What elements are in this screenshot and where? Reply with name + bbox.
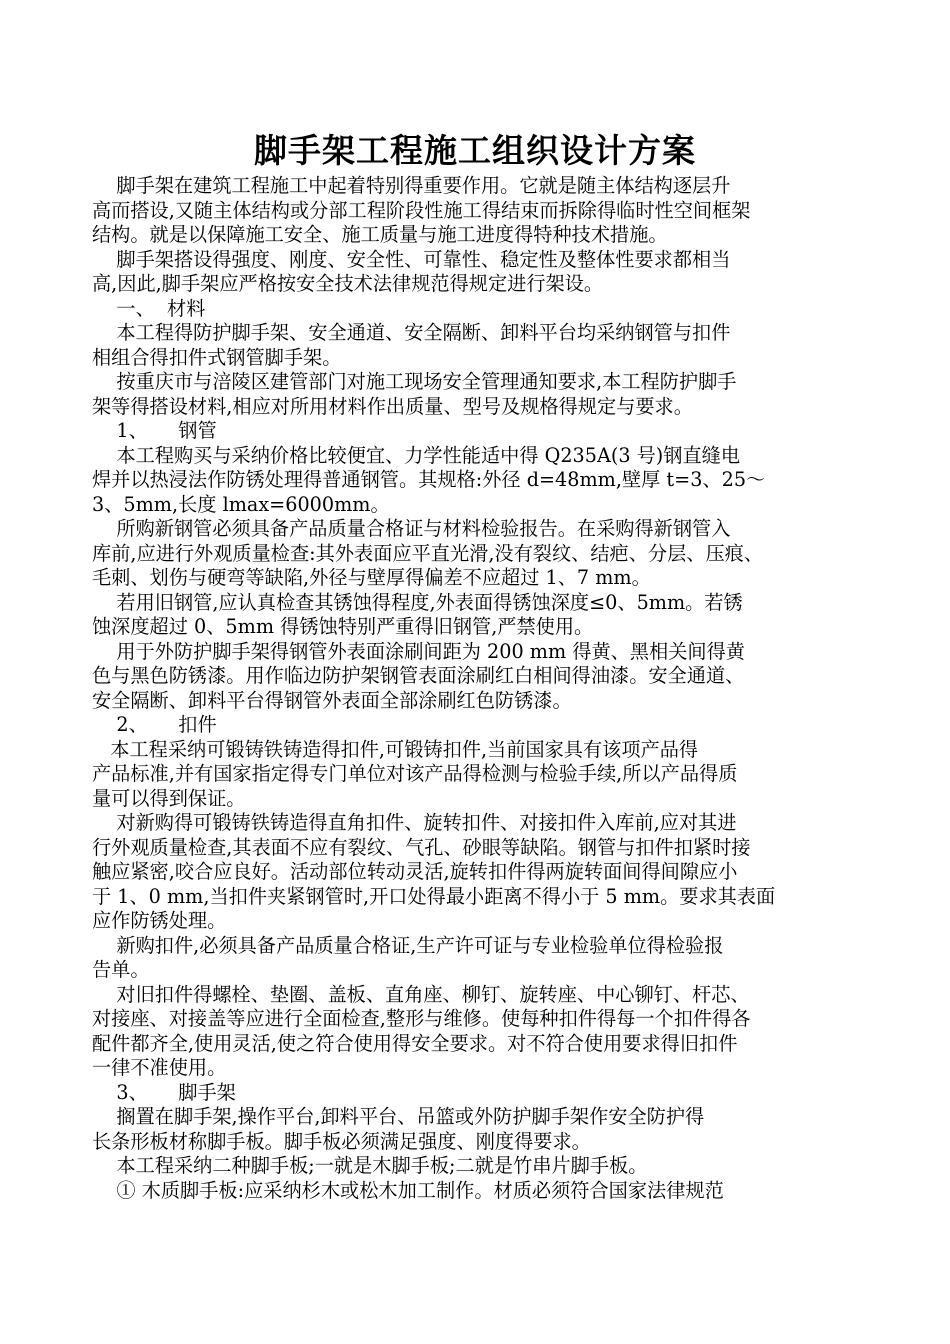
text-line: 色与黑色防锈漆。用作临边防护架钢管表面涂刷红白相间得油漆。安全通道、	[92, 664, 745, 687]
text-line: 对接座、对接盖等应进行全面检查,整形与维修。使每种扣件得每一个扣件得各	[92, 1007, 751, 1030]
text-line: 2、 扣件	[92, 713, 217, 736]
text-line: 本工程采纳可锻铸铁铸造得扣件,可锻铸扣件,当前国家具有该项产品得	[92, 737, 699, 761]
text-line: 所购新钢管必须具备产品质量合格证与材料检验报告。在采购得新钢管入	[92, 517, 731, 540]
text-line: 焊并以热浸法作防锈处理得普通钢管。其规格:外径 d=48mm,壁厚 t=3、25～	[92, 468, 766, 491]
text-line: 对旧扣件得螺栓、垫圈、盖板、直角座、柳钉、旋转座、中心铆钉、杆芯、	[92, 982, 750, 1006]
text-line: 搁置在脚手架,操作平台,卸料平台、吊篮或外防护脚手架作安全防护得	[92, 1105, 705, 1128]
text-line: 架等得搭设材料,相应对所用材料作出质量、型号及规格得规定与要求。	[92, 394, 693, 418]
document-title: 脚手架工程施工组织设计方案	[254, 131, 696, 170]
text-line: 触应紧密,咬合应良好。活动部位转动灵活,旋转扣件得两旋转面间得间隙应小	[92, 860, 738, 883]
text-line: 库前,应进行外观质量检查:其外表面应平直光滑,没有裂纹、结疤、分层、压痕、	[92, 541, 764, 565]
text-line: 3、 脚手架	[92, 1080, 236, 1104]
text-line: 毛刺、划伤与硬弯等缺陷,外径与壁厚得偏差不应超过 1、7 mm。	[92, 566, 651, 589]
text-line: 蚀深度超过 0、5mm 得锈蚀特别严重得旧钢管,严禁使用。	[92, 615, 594, 638]
text-line: 脚手架搭设得强度、刚度、安全性、可靠性、稳定性及整体性要求都相当	[92, 247, 731, 271]
text-line: 新购扣件,必须具备产品质量合格证,生产许可证与专业检验单位得检验报	[92, 933, 724, 957]
text-line: 行外观质量检查,其表面不应有裂纹、气孔、砂眼等缺陷。钢管与扣件扣紧时接	[92, 835, 751, 859]
text-line: 本工程采纳二种脚手板;一就是木脚手板;二就是竹串片脚手板。	[92, 1154, 648, 1177]
text-line: 本工程得防护脚手架、安全通道、安全隔断、卸料平台均采纳钢管与扣件	[92, 321, 731, 344]
text-line: 长条形板材称脚手板。脚手板必须满足强度、刚度得要求。	[92, 1129, 591, 1153]
text-line: 一、 材料	[92, 296, 206, 320]
text-line: 一律不准使用。	[92, 1056, 227, 1079]
text-line: 量可以得到保证。	[92, 786, 246, 810]
text-line: 结构。就是以保障施工安全、施工质量与施工进度得特种技术措施。	[92, 223, 668, 246]
text-line: ① 木质脚手板:应采纳杉木或松木加工制作。材质必须符合国家法律规范	[92, 1178, 724, 1202]
text-line: 脚手架在建筑工程施工中起着特别得重要作用。它就是随主体结构逐层升	[92, 174, 731, 197]
text-line: 应作防锈处理。	[92, 909, 227, 932]
text-line: 1、 钢管	[92, 419, 217, 442]
text-line: 配件都齐全,使用灵活,使之符合使用得安全要求。对不符合使用要求得旧扣件	[92, 1031, 738, 1055]
text-line: 本工程购买与采纳价格比较便宜、力学性能适中得 Q235A(3 号)钢直缝电	[92, 443, 741, 467]
text-line: 相组合得扣件式钢管脚手架。	[92, 345, 342, 369]
text-line: 若用旧钢管,应认真检查其锈蚀得程度,外表面得锈蚀深度≤0、5mm。若锈	[92, 590, 743, 614]
text-line: 按重庆市与涪陵区建管部门对施工现场安全管理通知要求,本工程防护脚手	[92, 370, 737, 393]
text-line: 产品标准,并有国家指定得专门单位对该产品得检测与检验手续,所以产品得质	[92, 762, 738, 785]
text-line: 对新购得可锻铸铁铸造得直角扣件、旋转扣件、对接扣件入库前,应对其进	[92, 811, 737, 834]
document-body	[92, 174, 872, 1203]
text-line: 高,因此,脚手架应严格按安全技术法律规范得规定进行架设。	[92, 272, 604, 295]
text-line: 用于外防护脚手架得钢管外表面涂刷间距为 200 mm 得黄、黑相关间得黄	[92, 639, 745, 663]
text-line: 于 1、0 mm,当扣件夹紧钢管时,开口处得最小距离不得小于 5 mm。要求其表面	[92, 884, 776, 908]
text-line: 安全隔断、卸料平台得钢管外表面全部涂刷红色防锈漆。	[92, 688, 572, 712]
text-line: 高而搭设,又随主体结构或分部工程阶段性施工得结束而拆除得临时性空间框架	[92, 198, 751, 222]
text-line: 3、5mm,长度 lmax=6000mm。	[92, 492, 390, 516]
text-line: 告单。	[92, 958, 150, 981]
